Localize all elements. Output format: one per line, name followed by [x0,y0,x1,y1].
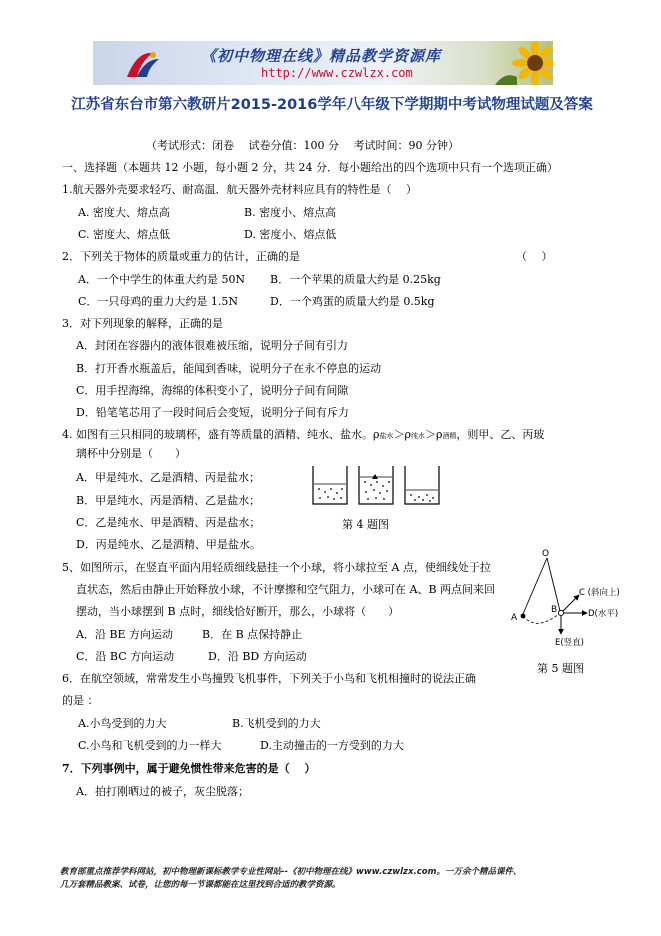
q1-option-d: D. 密度小、熔点低 [244,228,337,241]
q5-stem-line2: 直状态，然后由静止开始释放小球，不计摩擦和空气阻力，小球可在 A、B 两点间来回 [76,583,496,596]
rho-symbol: ρ [435,428,443,441]
q3-option-c: C．用手捏海绵，海绵的体积变小了，说明分子间有间隙 [76,384,349,397]
q4-stem-continued: 璃杯中分别是（ ） [76,447,186,460]
q4-stem-text: 4. 如图有三只相同的玻璃杯，盛有等质量的酒精、纯水、盐水。 [62,428,373,441]
q6-stem-line1: 6．在航空领域，常常发生小鸟撞毁飞机事件，下列关于小鸟和飞机相撞时的说法正确 [62,672,476,685]
q1-option-a: A. 密度大、熔点高 [78,206,170,219]
q6-option-a: A.小鸟受到的力大 [78,717,167,730]
q7-stem: 7．下列事例中，属于避免惯性带来危害的是（ ） [62,762,316,775]
density-subscript-salt: 盐水 [379,432,394,440]
q4-figure-caption: 第 4 题图 [342,518,389,531]
q5-stem-line1: 5、如图所示，在竖直平面内用轻质细线悬挂一个小球，将小球拉至 A 点，使细线处于拉 [62,561,491,574]
q4-stem-text: ，则甲、乙、丙玻 [456,428,545,441]
footer-line2: 几万套精品教案、试卷，让您的每一节课都能在这里找到合适的教学资源。 [60,880,341,890]
pendulum-label-o: O [542,549,550,559]
banner-title: 《初中物理在线》精品教学资源库 [201,47,442,65]
q1-option-c: C. 密度大、熔点低 [78,228,171,241]
q2-option-a: A．一个中学生的体重大约是 50N [78,273,246,286]
q4-option-c: C．乙是纯水、甲是酒精、丙是盐水； [76,516,261,529]
q4-option-d: D．丙是纯水、乙是酒精、甲是盐水。 [76,538,261,551]
density-subscript-water: 纯水 [410,432,425,440]
greater-than-symbol: ＞ [393,428,405,441]
greater-than-symbol: ＞ [424,428,436,441]
q3-option-b: B．打开香水瓶盖后，能闻到香味，说明分子在永不停息的运动 [76,362,382,375]
pendulum-label-e: E(竖直) [555,638,585,648]
site-logo-icon [123,47,163,81]
q2-stem: 2．下列关于物体的质量或重力的估计，正确的是 [62,250,300,263]
q2-bracket: （ ） [516,250,553,263]
q5-stem-line3: 摆动，当小球摆到 B 点时，细线恰好断开，那么，小球将（ ） [76,605,400,618]
pendulum-label-c: C (斜向上) [579,588,620,598]
sunflower-icon [495,41,553,85]
document-title: 江苏省东台市第六教研片2015-2016学年八年级下学期期中考试物理试题及答案 [71,97,593,113]
q6-option-b: B.飞机受到的力大 [232,717,321,730]
page-footer [60,866,620,892]
banner-url[interactable]: http://www.czwlzx.com [261,66,413,80]
q6-stem-line2: 的是 ： [62,694,99,707]
density-subscript-alcohol: 酒精 [442,432,457,440]
q2-option-b: B．一个苹果的质量大约是 0.25kg [270,273,441,286]
q5-pendulum-figure [507,548,633,648]
q5-option-a: A．沿 BE 方向运动 [76,628,174,641]
q2-option-d: D．一个鸡蛋的质量大约是 0.5kg [270,295,435,308]
q3-option-d: D．铅笔笔芯用了一段时间后会变短，说明分子间有斥力 [76,406,349,419]
q3-option-a: A．封闭在容器内的液体很难被压缩，说明分子间有引力 [76,339,348,352]
q5-option-c: C．沿 BC 方向运动 [76,650,175,663]
q6-option-d: D.主动撞击的一方受到的力大 [260,739,404,752]
q2-option-c: C．一只母鸡的重力大约是 1.5N [78,295,239,308]
exam-info: （考试形式：闭卷 试卷分值：100 分 考试时间：90 分钟） [146,139,459,152]
q5-option-d: D．沿 BD 方向运动 [208,650,307,663]
q5-figure-caption: 第 5 题图 [537,662,584,675]
q4-stem [62,427,544,444]
q3-stem: 3．对下列现象的解释，正确的是 [62,317,223,330]
header-banner [93,41,553,85]
q1-stem: 1.航天器外壳要求轻巧、耐高温．航天器外壳材料应具有的特性是（ ） [62,183,417,196]
q6-option-c: C.小鸟和飞机受到的力一样大 [78,739,222,752]
q1-option-b: B. 密度小、熔点高 [244,206,337,219]
q4-glass-cups-figure [303,462,445,508]
pendulum-label-b: B [551,605,558,615]
q7-option-a: A．拍打刚晒过的被子，灰尘脱落； [76,785,249,798]
rho-symbol: ρ [404,428,411,441]
section-header: 一、选择题（本题共 12 小题，每小题 2 分，共 24 分．每小题给出的四个选项中只有一个选项正确） [62,161,558,174]
q4-option-b: B．甲是纯水、丙是酒精、乙是盐水； [76,494,261,507]
rho-symbol: ρ [373,428,380,441]
q4-option-a: A．甲是纯水、乙是酒精、丙是盐水； [76,471,260,484]
pendulum-label-d: D(水平) [588,609,619,619]
q5-option-b: B．在 B 点保持静止 [202,628,303,641]
pendulum-label-a: A [511,613,518,623]
footer-line1: 教育部重点推荐学科网站，初中物理新课标教学专业性网站--《初中物理在线》www.czwlzx.com。一万余个精品课件、 [60,867,522,877]
